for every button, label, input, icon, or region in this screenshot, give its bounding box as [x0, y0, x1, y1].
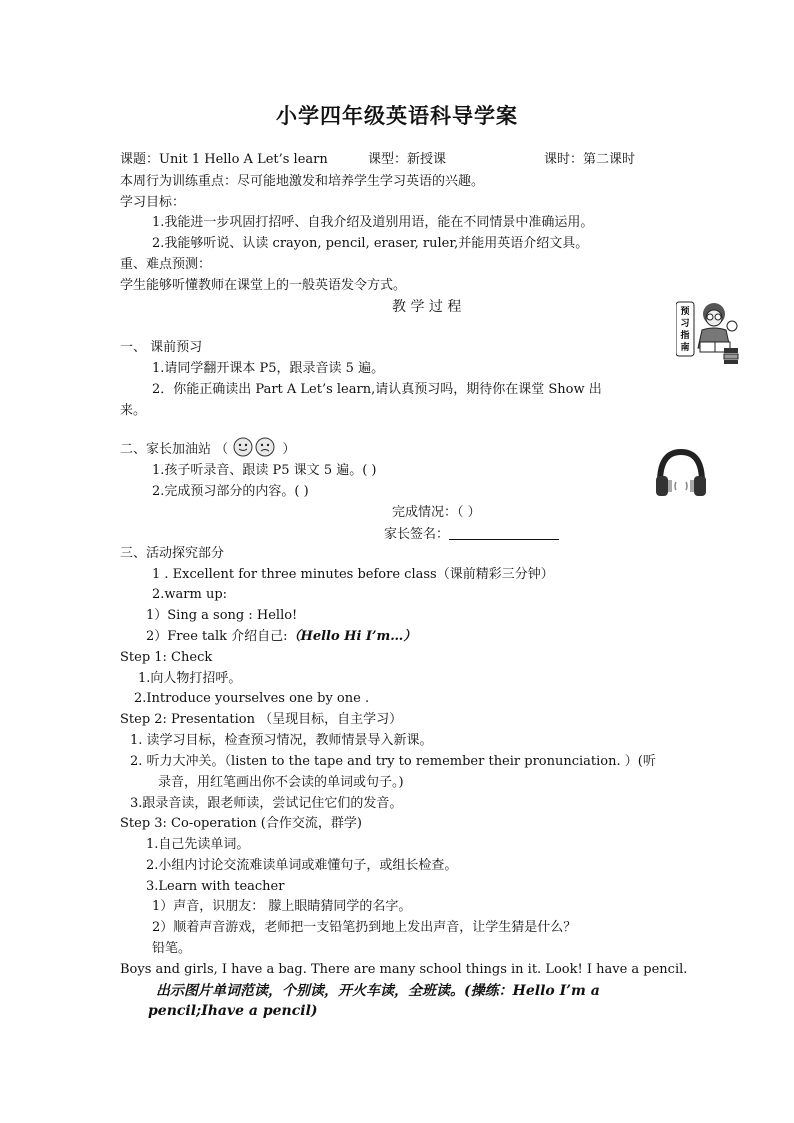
- step1-item-2: 2.Introduce yourselves one by one .: [134, 691, 370, 706]
- preview-icon-char-1: 预: [680, 307, 690, 317]
- section3-line-1: 1 . Excellent for three minutes before class（课前精彩三分钟）: [152, 567, 554, 582]
- focus-text: 本周行为训练重点：尽可能地激发和培养学生学习英语的兴趣。: [120, 174, 485, 189]
- face-icons: [232, 436, 278, 458]
- objective-item-1: 1.我能进一步巩固打招呼、自我介绍及道别用语，能在不同情景中准确运用。: [152, 215, 594, 230]
- page-title: 小学四年级英语科导学案: [276, 103, 518, 128]
- preview-icon-char-3: 指: [680, 331, 690, 341]
- completion-status: 完成情况：（ ）: [392, 505, 481, 520]
- section1-item-2-cont: 来。: [120, 403, 147, 418]
- section1-heading: 一、 课前预习: [120, 340, 203, 355]
- section1-item-1: 1.请同学翻开课本 P5，跟录音读 5 遍。: [152, 361, 385, 376]
- signature-line: [449, 525, 559, 540]
- section1-item-2: 2．你能正确读出 Part A Let’s learn,请认真预习吗，期待你在课堂 Show 出: [152, 382, 602, 397]
- boys-and-girls-line: Boys and girls, I have a bag. There are many school things in it. Look! I have a pencil.: [120, 962, 688, 977]
- objective-item-2: 2.我能够听说、认读 crayon, pencil, eraser, ruler,并能用英语介绍文具。: [152, 236, 589, 251]
- section2-item-1: 1.孩子听录音、跟读 P5 课文 5 遍。( ): [152, 463, 377, 478]
- headphones-icon: [654, 448, 708, 500]
- step3-item-2: 2.小组内讨论交流难读单词或难懂句子，或组长检查。: [146, 858, 458, 873]
- step3-item-1: 1.自己先读单词。: [146, 837, 250, 852]
- free-talk-example: （Hello Hi I’m…）: [287, 629, 417, 644]
- header-period: 课时：第二课时: [544, 152, 636, 167]
- section2-heading-end: ）: [282, 442, 296, 457]
- section3-line-2: 2.warm up:: [152, 587, 228, 602]
- section3-heading: 三、活动探究部分: [120, 546, 225, 561]
- keypoints-text: 学生能够听懂教师在课堂上的一般英语发令方式。: [120, 278, 407, 293]
- section2-item-2: 2.完成预习部分的内容。( ): [152, 484, 309, 499]
- reading-student-icon: [676, 298, 740, 364]
- step2-item-1: 1. 读学习目标，检查预习情况，教师情景导入新课。: [130, 733, 433, 748]
- step2-item-2: 2. 听力大冲关。（listen to the tape and try to remember their pronunciation. ）(听: [130, 754, 656, 769]
- step2-item-2-cont: 录音，用红笔画出你不会读的单词或句子。): [158, 775, 404, 790]
- step2-heading: Step 2: Presentation （呈现目标，自主学习）: [120, 712, 403, 727]
- sad-face-icon: [256, 438, 274, 456]
- preview-icon-char-4: 南: [680, 343, 690, 353]
- section3-line-4: [146, 628, 416, 646]
- step1-item-1: 1.向人物打招呼。: [138, 671, 242, 686]
- smiley-icon: [234, 438, 252, 456]
- keypoints-heading: 重、难点预测：: [120, 257, 212, 272]
- section2-heading: [120, 436, 295, 459]
- parent-signature-label: 家长签名：: [384, 527, 450, 542]
- step2-item-3: 3.跟录音读，跟老师读，尝试记住它们的发音。: [130, 796, 403, 811]
- objectives-heading: 学习目标：: [120, 195, 186, 210]
- step3-heading: Step 3: Co-operation (合作交流，群学): [120, 816, 362, 831]
- section3-line-3: 1）Sing a song : Hello!: [146, 608, 298, 623]
- free-talk-label: 2）Free talk 介绍自己:: [146, 629, 288, 644]
- header-topic: 课题：Unit 1 Hello A Let’s learn: [120, 152, 328, 167]
- section2-heading-text: 二、家长加油站 （: [120, 442, 229, 457]
- header-type: 课型：新授课: [368, 152, 447, 167]
- process-heading: 教 学 过 程: [392, 299, 462, 315]
- step3-subitem-1: 1）声音，识朋友： 朦上眼睛猜同学的名字。: [152, 899, 412, 914]
- step3-subitem-2-cont: 铅笔。: [152, 941, 192, 956]
- step3-item-3: 3.Learn with teacher: [146, 879, 285, 894]
- preview-icon-char-2: 习: [680, 319, 690, 329]
- step1-heading: Step 1: Check: [120, 650, 213, 665]
- parent-signature: [384, 525, 559, 544]
- step3-subitem-2: 2）顺着声音游戏，老师把一支铅笔扔到地上发出声音，让学生猜是什么？: [152, 920, 577, 935]
- drill-instruction-cont: pencil;Ihave a pencil): [148, 1003, 318, 1019]
- drill-instruction: 出示图片单词范读，个别读，开火车读，全班读。(操练：Hello I’m a: [156, 983, 600, 999]
